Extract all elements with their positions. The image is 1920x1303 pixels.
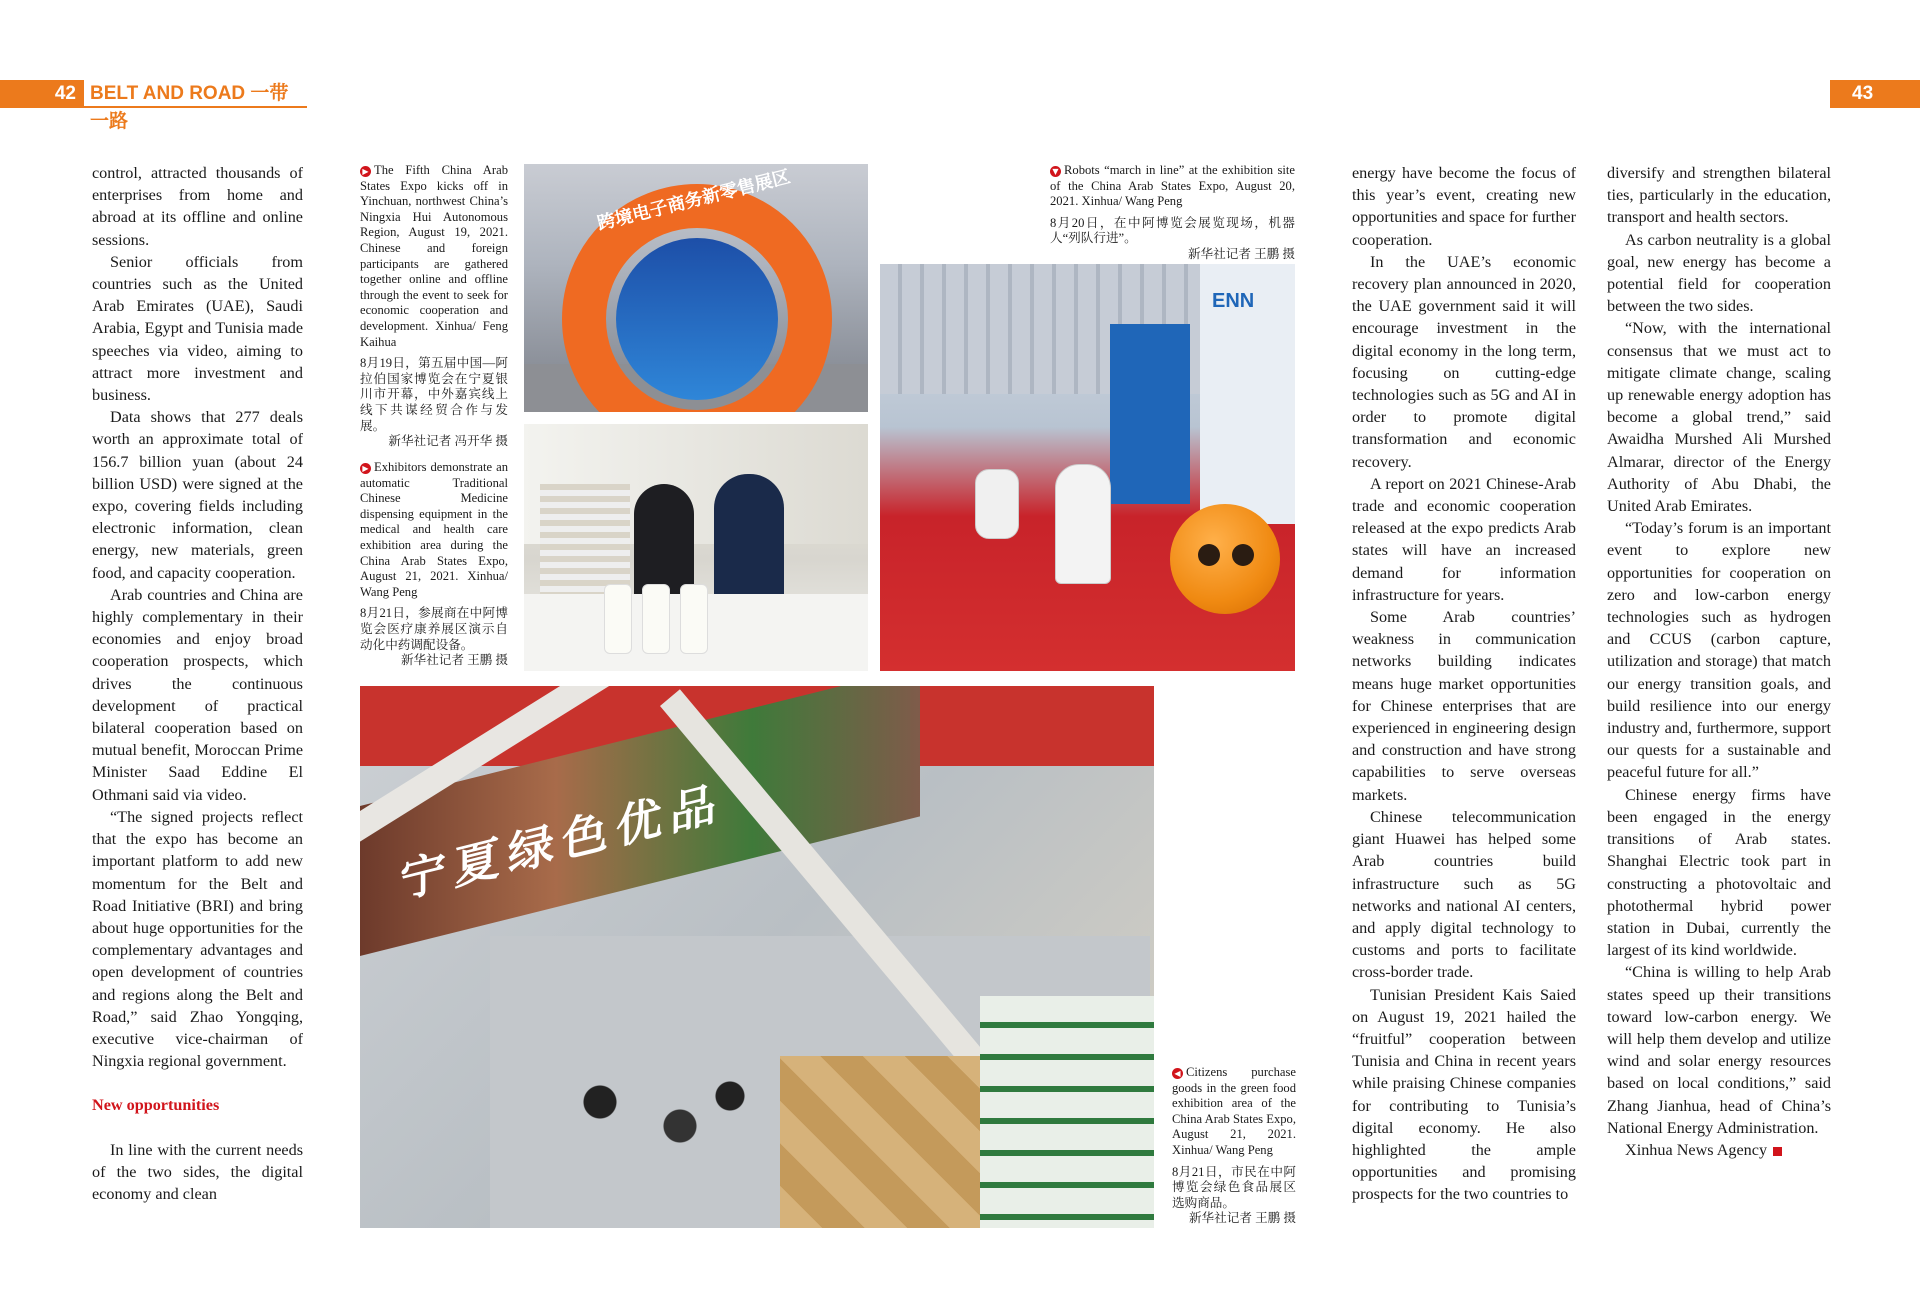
paragraph: “Now, with the international consensus that we must act to mitigate climate change, scaling up renewable energy adoption has become a global trend,” said Awaidha Murshed Ali Murshed Almarar, director of the Energy Authority of Abu Dhabi, the United Arab Emirates. (1607, 319, 1831, 516)
caption-credit: 新华社记者 王鹏 摄 (400, 653, 508, 668)
end-mark-icon (1773, 1147, 1782, 1156)
caption-chinese: 8月21日，市民在中阿博览会绿色食品展区选购商品。 (1172, 1164, 1296, 1210)
paragraph: In the UAE’s economic recovery plan announced in 2020, the UAE government said it will encourage investment in the digital economy in the long term, focusing on cutting-edge technologies such as 5G and AI in order to promote digital transformation and economic recovery. (1352, 252, 1576, 471)
caption-expo-opening (360, 163, 508, 450)
caption-chinese: 8月19日，第五届中国—阿拉伯国家博览会在宁夏银川市开幕，中外嘉宾线上线下共谋经贸合作与发展。 (360, 356, 508, 433)
banner-text: 宁夏绿色优品 (400, 774, 724, 910)
paragraph: Chinese telecommunication giant Huawei has helped some Arab countries build infrastructure such as 5G networks and national AI centers, and apply digital technology to customs and ports to facilitate cross-border trade. (1352, 807, 1576, 982)
paragraph: “Today’s forum is an important event to explore new opportunities for cooperation on zero and low-carbon energy technologies such as hydrogen and CCUS (carbon capture, utilization and storage) that match our energy transition goals, and build resilience into our energy industry and, furthermore, support our quests for a sustainable and peaceful future for all.” (1607, 519, 1831, 782)
paragraph: Tunisian President Kais Saied on August 19, 2021 hailed the “fruitful” cooperation between Tunisia and China in recent years while praising Chinese companies for contributing to Tunisia’s digital economy. He also highlighted the ample opportunities and promising prospects for the two countries to (1352, 985, 1576, 1204)
arrow-right-icon: ▶ (360, 463, 371, 474)
paragraph: Arab countries and China are highly complementary in their economies and enjoy broad cooperation prospects, which drives the continuous development of practical bilateral cooperation based on mutual benefit, Moroccan Prime Minister Saad Eddine El Othmani said via video. (92, 585, 303, 804)
paragraph: “The signed projects reflect that the expo has become an important platform to add new momentum for the Belt and Road Initiative (BRI) and bring about huge opportunities for the complementary advantages and open development of countries and regions along the Belt and Road,” said Zhao Yongqing, executive vice-chairman of Ningxia regional government. (92, 807, 303, 1071)
paragraph: diversify and strengthen bilateral ties, particularly in the education, transport and health sectors. (1607, 164, 1831, 227)
left-page-header (0, 80, 307, 132)
article-signature: Xinhua News Agency (1607, 1139, 1831, 1161)
article-column-3 (1352, 162, 1576, 1206)
arrow-down-icon: ▼ (1050, 166, 1061, 177)
arrow-right-icon: ▶ (360, 166, 371, 177)
caption-credit: 新华社记者 王鹏 摄 (1188, 1211, 1296, 1226)
paragraph: Some Arab countries’ weakness in communication networks building indicates means huge market opportunities for Chinese enterprises that are experienced in engineering design and construction and have strong capabilities to serve overseas markets. (1352, 608, 1576, 804)
photo-medicine-booth (524, 424, 868, 671)
subheading: New opportunities (92, 1096, 220, 1115)
caption-robots (1050, 163, 1295, 263)
arch-sign-text: 跨境电子商务新零售展区 (595, 166, 793, 235)
paragraph: Senior officials from countries such as the United Arab Emirates (UAE), Saudi Arabia, Egypt and Tunisia made speeches via video, aiming to attract more investment and business. (92, 252, 303, 405)
paragraph: As carbon neutrality is a global goal, new energy has become a potential field for cooperation between the two sides. (1607, 230, 1831, 316)
orange-robot (1170, 504, 1280, 614)
photo-robots (880, 264, 1295, 671)
enn-logo-text: ENN (1212, 290, 1255, 312)
paragraph: “China is willing to help Arab states speed up their transitions toward low-carbon energy. We will help them develop and utilize wind and solar energy resources based on local conditions,” said Zhang Jianhua, head of China’s National Energy Administration. (1607, 963, 1831, 1137)
arrow-left-icon: ◀ (1172, 1068, 1183, 1079)
caption-english: ▶ Exhibitors demonstrate an automatic Traditional Chinese Medicine dispensing equipment in the medical and health care exhibition area during the China Arab States Expo, August 21, 2021. Xinhua/ Wang Peng (360, 460, 508, 599)
paragraph: A report on 2021 Chinese-Arab trade and economic cooperation released at the expo predicts Arab states will have an increased demand for information infrastructure for years. (1352, 474, 1576, 604)
caption-english: ◀ Citizens purchase goods in the green food exhibition area of the China Arab States Expo, August 21, 2021. Xinhua/ Wang Peng (1172, 1065, 1296, 1157)
right-page-number: 43 (1830, 80, 1920, 108)
paragraph: control, attracted thousands of enterprises from home and abroad at its offline and online sessions. (92, 164, 303, 249)
paragraph: energy have become the focus of this year’s event, creating new opportunities and space for further cooperation. (1352, 164, 1576, 249)
caption-chinese: 8月20日，在中阿博览会展览现场，机器人“列队行进”。 (1050, 215, 1295, 246)
caption-green-food (1172, 1065, 1296, 1227)
caption-chinese: 8月21日，参展商在中阿博览会医疗康养展区演示自动化中药调配设备。 (360, 606, 508, 652)
article-column-1 (92, 162, 303, 1205)
section-title: BELT AND ROAD 一带一路 (84, 80, 307, 108)
caption-english: ▶ The Fifth China Arab States Expo kicks off in Yinchuan, northwest China’s Ningxia Hui Autonomous Region, August 19, 2021. Chinese and foreign participants are gathered together online and offline through the event to seek for economic cooperation and development. Xinhua/ Feng Kaihua (360, 163, 508, 349)
photo-expo-arch (524, 164, 868, 412)
paragraph: Chinese energy firms have been engaged in the energy transitions of Arab states. Shanghai Electric took part in constructing a photovoltaic and photothermal hybrid power station in Dubai, currently the largest of its kind worldwide. (1607, 785, 1831, 960)
paragraph: Data shows that 277 deals worth an approximate total of 156.7 billion yuan (about 24 billion USD) were signed at the expo, covering fields including electronic information, clean energy, new materials, green food, and capacity cooperation. (92, 408, 303, 582)
photo-green-food-area (360, 686, 1154, 1228)
article-column-4 (1607, 162, 1831, 1161)
paragraph: In line with the current needs of the two sides, the digital economy and clean (92, 1140, 303, 1203)
left-page-number: 42 (0, 80, 84, 108)
caption-credit: 新华社记者 冯开华 摄 (388, 434, 508, 449)
caption-medicine (360, 460, 508, 669)
caption-credit: 新华社记者 王鹏 摄 (1187, 246, 1295, 261)
caption-english: ▼ Robots “march in line” at the exhibition site of the China Arab States Expo, August 20, 2021. Xinhua/ Wang Peng (1050, 163, 1295, 209)
